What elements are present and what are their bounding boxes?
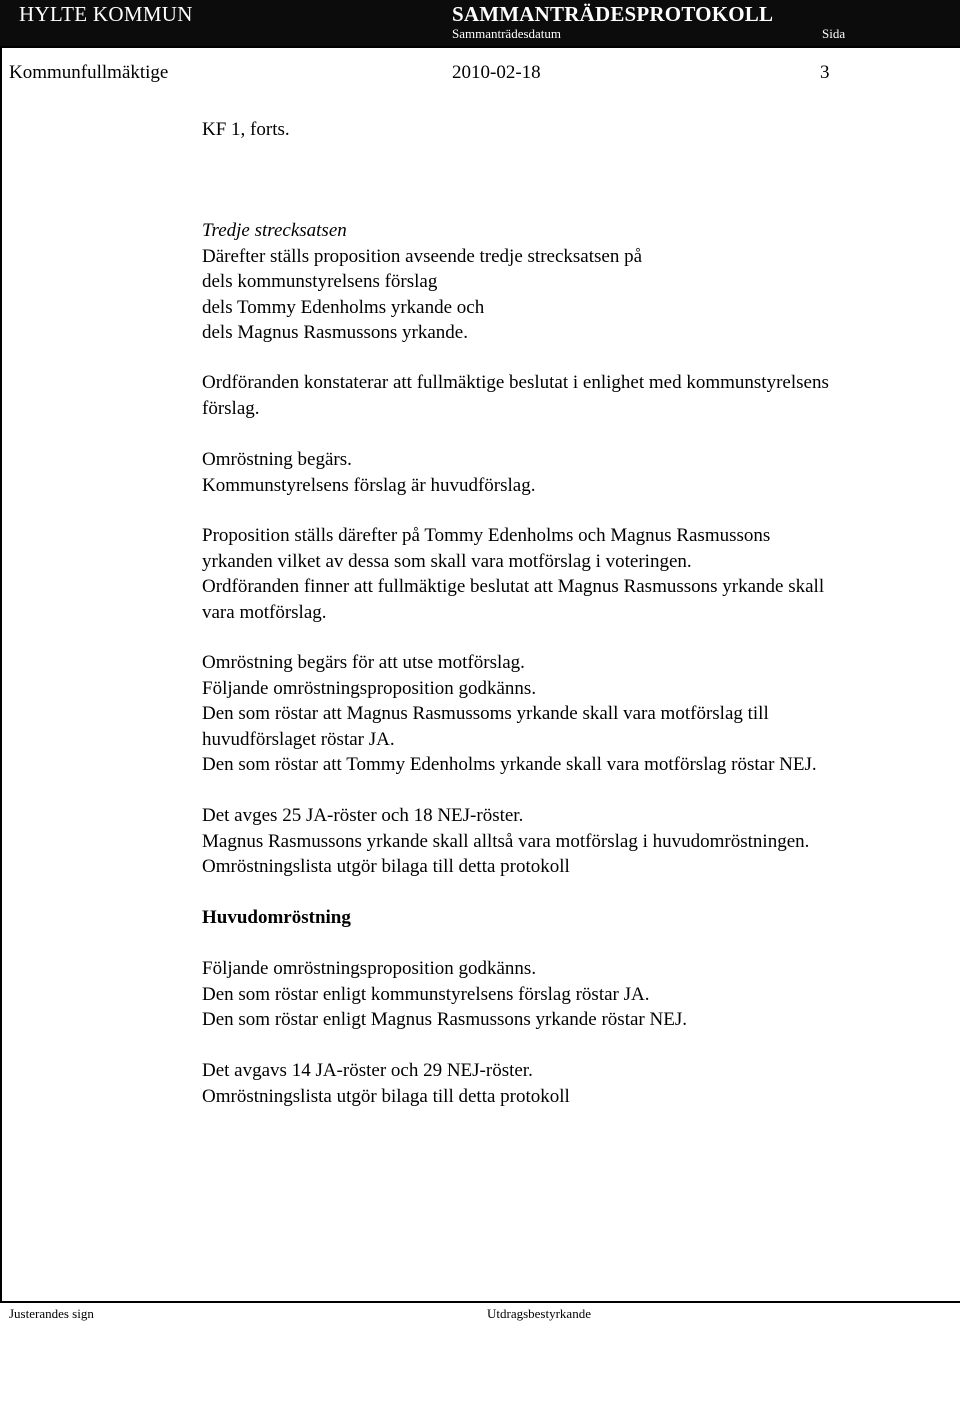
document-type: SAMMANTRÄDESPROTOKOLL xyxy=(452,2,774,26)
adjuster-sign-label: Justerandes sign xyxy=(9,1306,94,1321)
paragraph-line: Ordföranden konstaterar att fullmäktige beslutat i enlighet med kommunstyrelsens xyxy=(202,372,829,393)
paragraph-line: dels Magnus Rasmussons yrkande. xyxy=(202,322,468,343)
chair-finding-paragraph xyxy=(202,370,829,421)
third-clause-block xyxy=(202,218,642,346)
paragraph-line: Kommunstyrelsens förslag är huvudförslag. xyxy=(202,474,536,496)
meeting-body: Kommunfullmäktige xyxy=(9,62,169,83)
meeting-date: 2010-02-18 xyxy=(452,62,541,83)
counter-proposal-vote-paragraph xyxy=(202,650,817,778)
paragraph-line: förslag. xyxy=(202,397,260,419)
paragraph-line: Omröstningslista utgör bilaga till detta protokoll xyxy=(202,856,570,877)
paragraph-line: Det avges 25 JA-röster och 18 NEJ-röster. xyxy=(202,805,524,826)
extract-certification-label: Utdragsbestyrkande xyxy=(487,1306,591,1321)
paragraph-line: Det avgavs 14 JA-röster och 29 NEJ-röster. xyxy=(202,1060,533,1081)
organization-name: HYLTE KOMMUN xyxy=(19,2,193,26)
paragraph-line: Den som röstar enligt Magnus Rasmussons yrkande röstar NEJ. xyxy=(202,1009,687,1030)
paragraph-line: dels kommunstyrelsens förslag xyxy=(202,271,438,292)
paragraph-line: vara motförslag. xyxy=(202,601,327,623)
paragraph-line: Den som röstar enligt kommunstyrelsens förslag röstar JA. xyxy=(202,983,650,1005)
paragraph-line: Den som röstar att Magnus Rasmussoms yrkande skall vara motförslag till xyxy=(202,703,769,724)
main-vote-paragraph xyxy=(202,956,687,1033)
counter-proposal-result-paragraph xyxy=(202,803,809,880)
paragraph-line: Den som röstar att Tommy Edenholms yrkande skall vara motförslag röstar NEJ. xyxy=(202,754,817,775)
paragraph-line: Omröstning begärs för att utse motförslag. xyxy=(202,652,525,673)
vote-request-paragraph xyxy=(202,447,536,498)
paragraph-line: Därefter ställs proposition avseende tredje strecksatsen på xyxy=(202,245,643,267)
paragraph-line: dels Tommy Edenholms yrkande och xyxy=(202,296,485,318)
third-clause-heading: Tredje strecksatsen xyxy=(202,220,347,241)
paragraph-line: Proposition ställs därefter på Tommy Edenholms och Magnus Rasmussons xyxy=(202,525,771,546)
main-vote-result-paragraph xyxy=(202,1058,570,1109)
page-number: 3 xyxy=(820,62,830,83)
proposition-paragraph xyxy=(202,523,824,625)
main-vote-heading: Huvudomröstning xyxy=(202,907,351,928)
paragraph-line: huvudförslaget röstar JA. xyxy=(202,728,395,750)
paragraph-line: Följande omröstningsproposition godkänns. xyxy=(202,677,537,699)
left-margin-rule xyxy=(0,46,2,1302)
paragraph-line: Omröstningslista utgör bilaga till detta protokoll xyxy=(202,1085,570,1107)
paragraph-line: yrkanden vilket av dessa som skall vara motförslag i voteringen. xyxy=(202,550,692,572)
paragraph-line: Följande omröstningsproposition godkänns. xyxy=(202,958,537,979)
page-label: Sida xyxy=(822,26,846,41)
header-band xyxy=(0,0,960,46)
footer-divider xyxy=(0,1301,960,1303)
paragraph-line: Ordföranden finner att fullmäktige beslutat att Magnus Rasmussons yrkande skall xyxy=(202,576,825,597)
section-reference: KF 1, forts. xyxy=(202,119,290,140)
header-divider xyxy=(0,46,960,48)
paragraph-line: Omröstning begärs. xyxy=(202,449,352,470)
meeting-date-label: Sammanträdesdatum xyxy=(452,26,562,41)
paragraph-line: Magnus Rasmussons yrkande skall alltså vara motförslag i huvudomröstningen. xyxy=(202,830,810,852)
